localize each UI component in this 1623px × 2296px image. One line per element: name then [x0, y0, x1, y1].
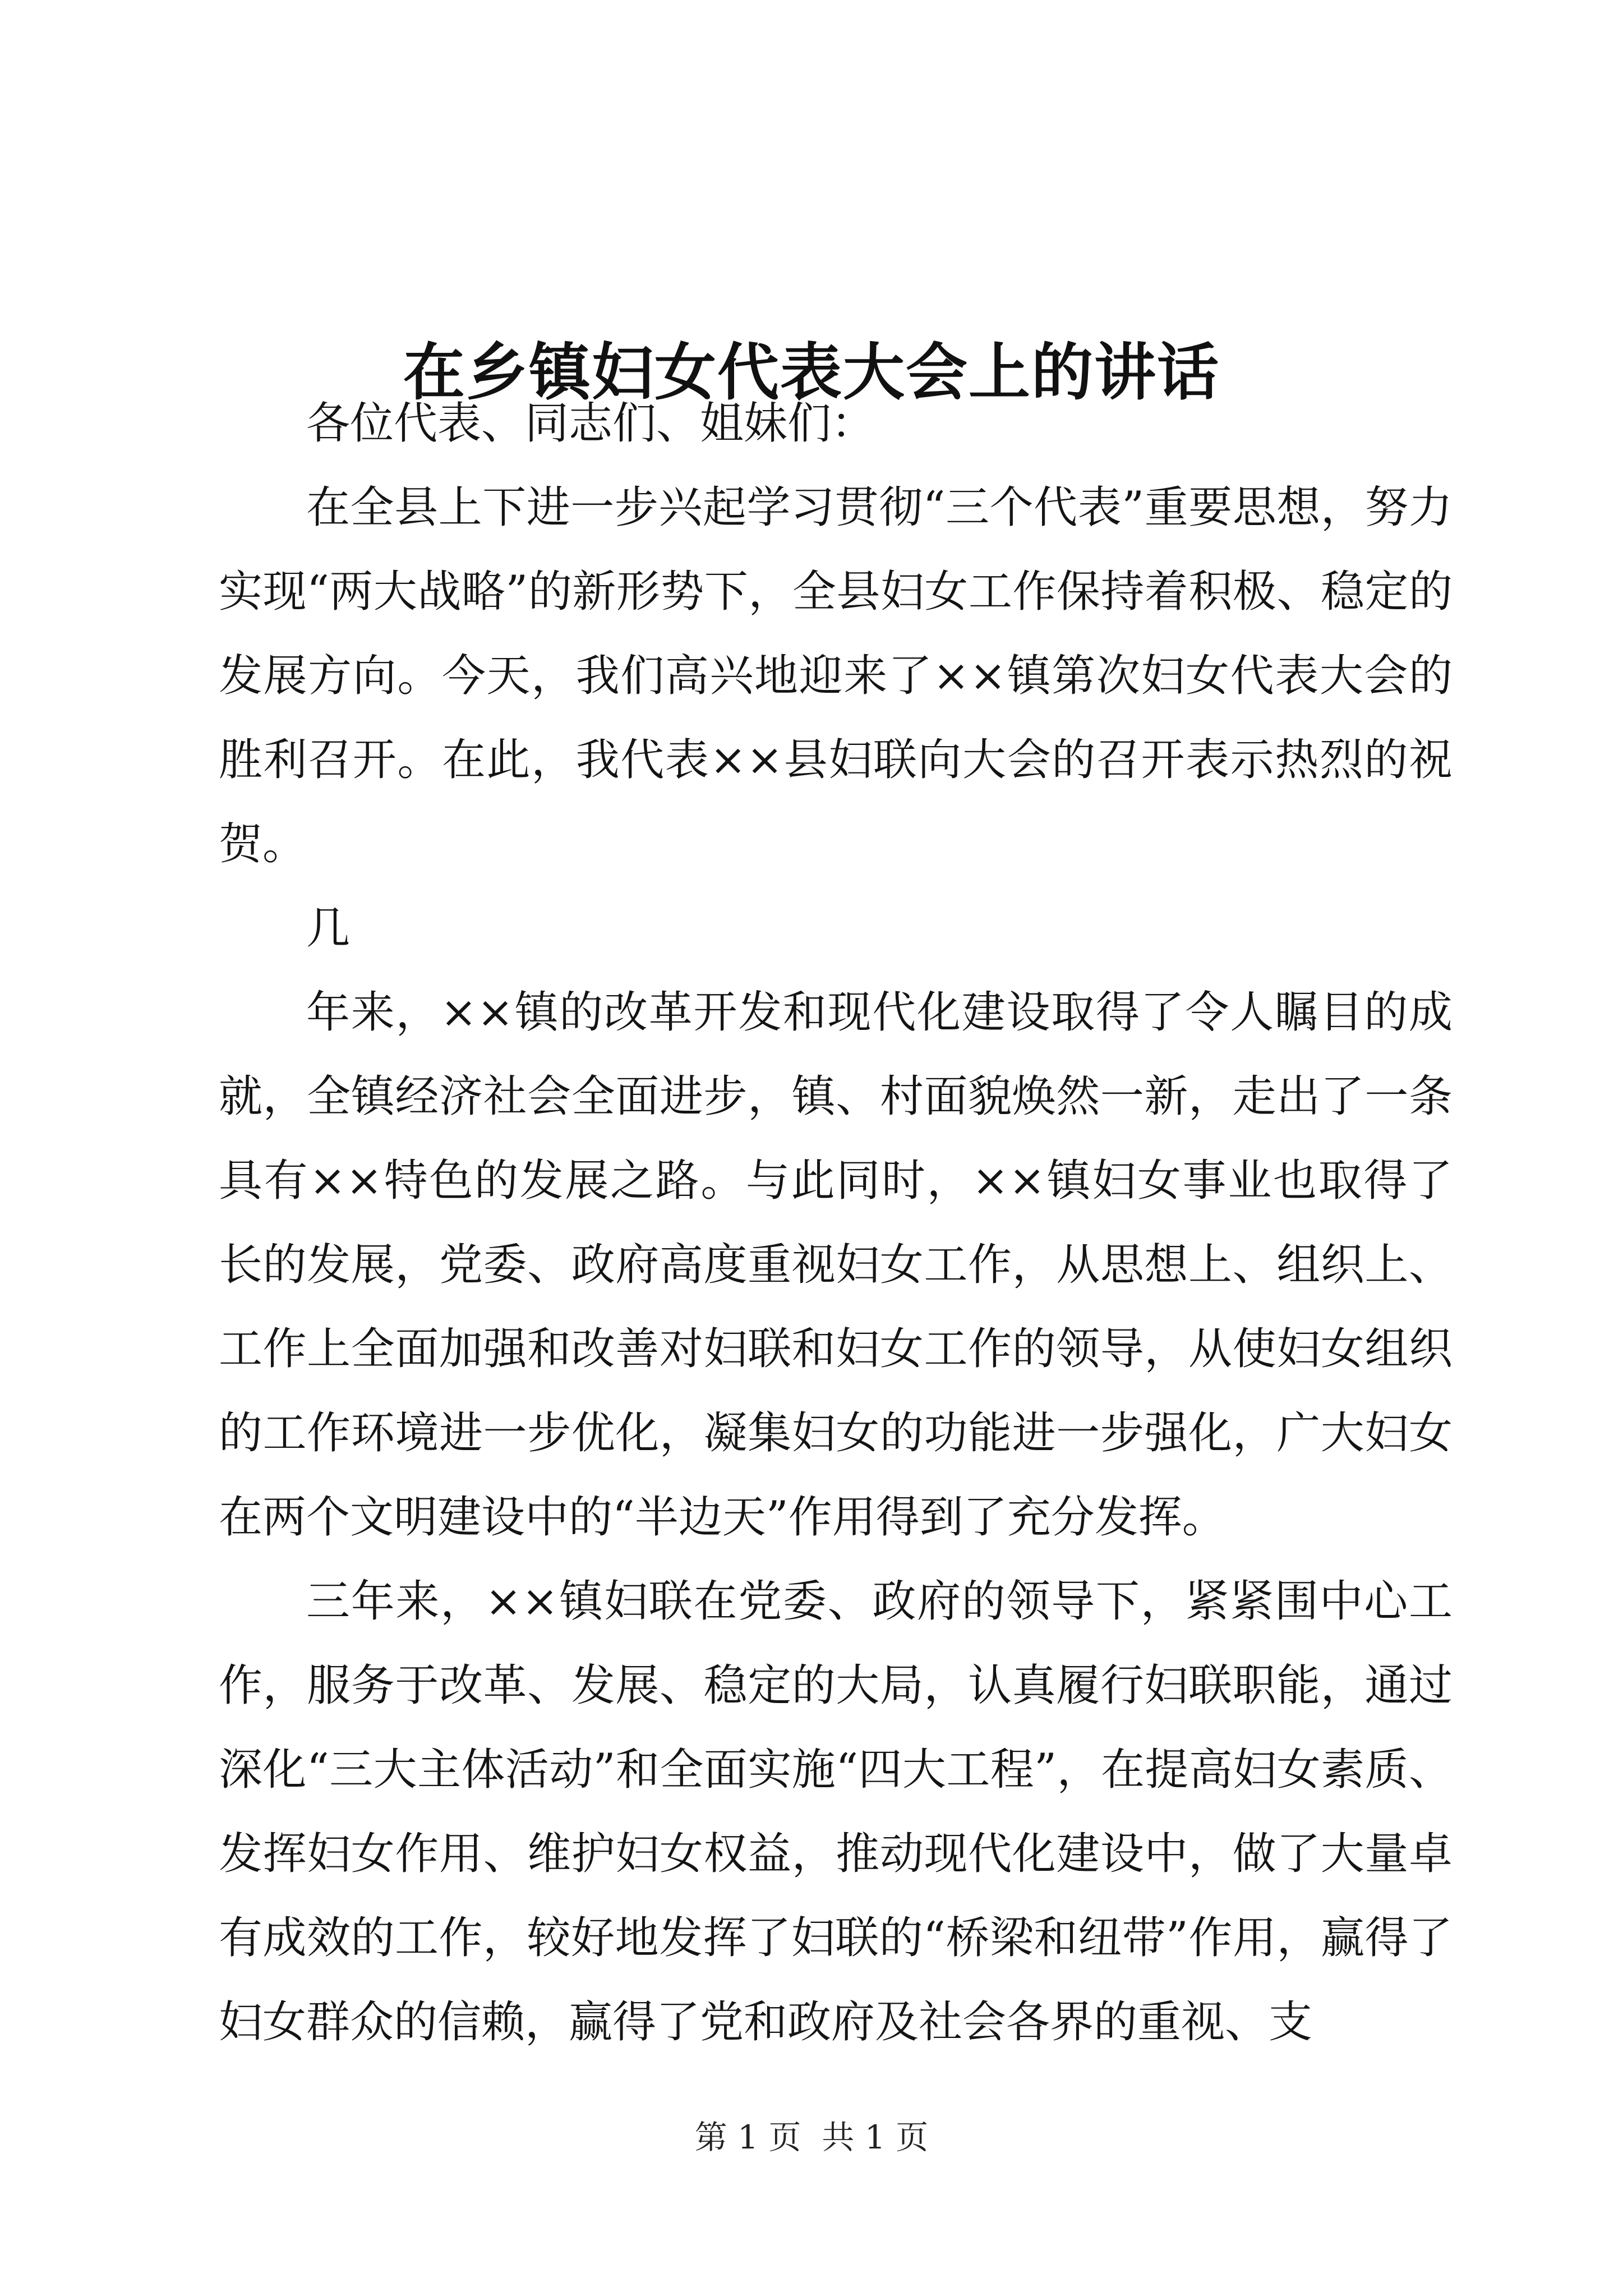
paragraph-1: 在全县上下进一步兴起学习贯彻“三个代表”重要思想，努力实现“两大战略”的新形势下，全县妇女工作保持着积极、稳定的发展方向。今天，我们高兴地迎来了××镇第次妇女代表大会的胜利召开。在此，我代表××县妇联向大会的召开表示热烈的祝贺。: [219, 482, 1453, 869]
paragraph-4: 三年来，××镇妇联在党委、政府的领导下，紧紧围中心工作，服务于改革、发展、稳定的大局，认真履行妇联职能，通过深化“三大主体活动”和全面实施“四大工程”，在提高妇女素质、发挥妇女作用、维护妇女权益，推动现代化建设中，做了大量卓有成效的工作，较好地发挥了妇联的“桥梁和纽带”作用，赢得了妇女群众的信赖，赢得了党和政府及社会各界的重视、支: [219, 1576, 1453, 2047]
paragraph-salutation: 各位代表、同志们、姐妹们：: [306, 398, 875, 449]
document-body: [219, 381, 1453, 2064]
document-title: 在乡镇妇女代表大会上的讲话: [403, 335, 1220, 408]
paragraph-2: 几: [306, 903, 351, 954]
page-footer: [0, 2115, 1623, 2160]
page-number-label: 第 1 页 共 1 页: [694, 2118, 929, 2156]
paragraph-3: 年来，××镇的改革开发和现代化建设取得了令人瞩目的成就，全镇经济社会全面进步，镇、村面貌焕然一新，走出了一条具有××特色的发展之路。与此同时，××镇妇女事业也取得了长的发展，党委、政府高度重视妇女工作，从思想上、组织上、工作上全面加强和改善对妇联和妇女工作的领导，从使妇女组织的工作环境进一步优化，凝集妇女的功能进一步强化，广大妇女在两个文明建设中的“半边天”作用得到了充分发挥。: [219, 987, 1453, 1543]
